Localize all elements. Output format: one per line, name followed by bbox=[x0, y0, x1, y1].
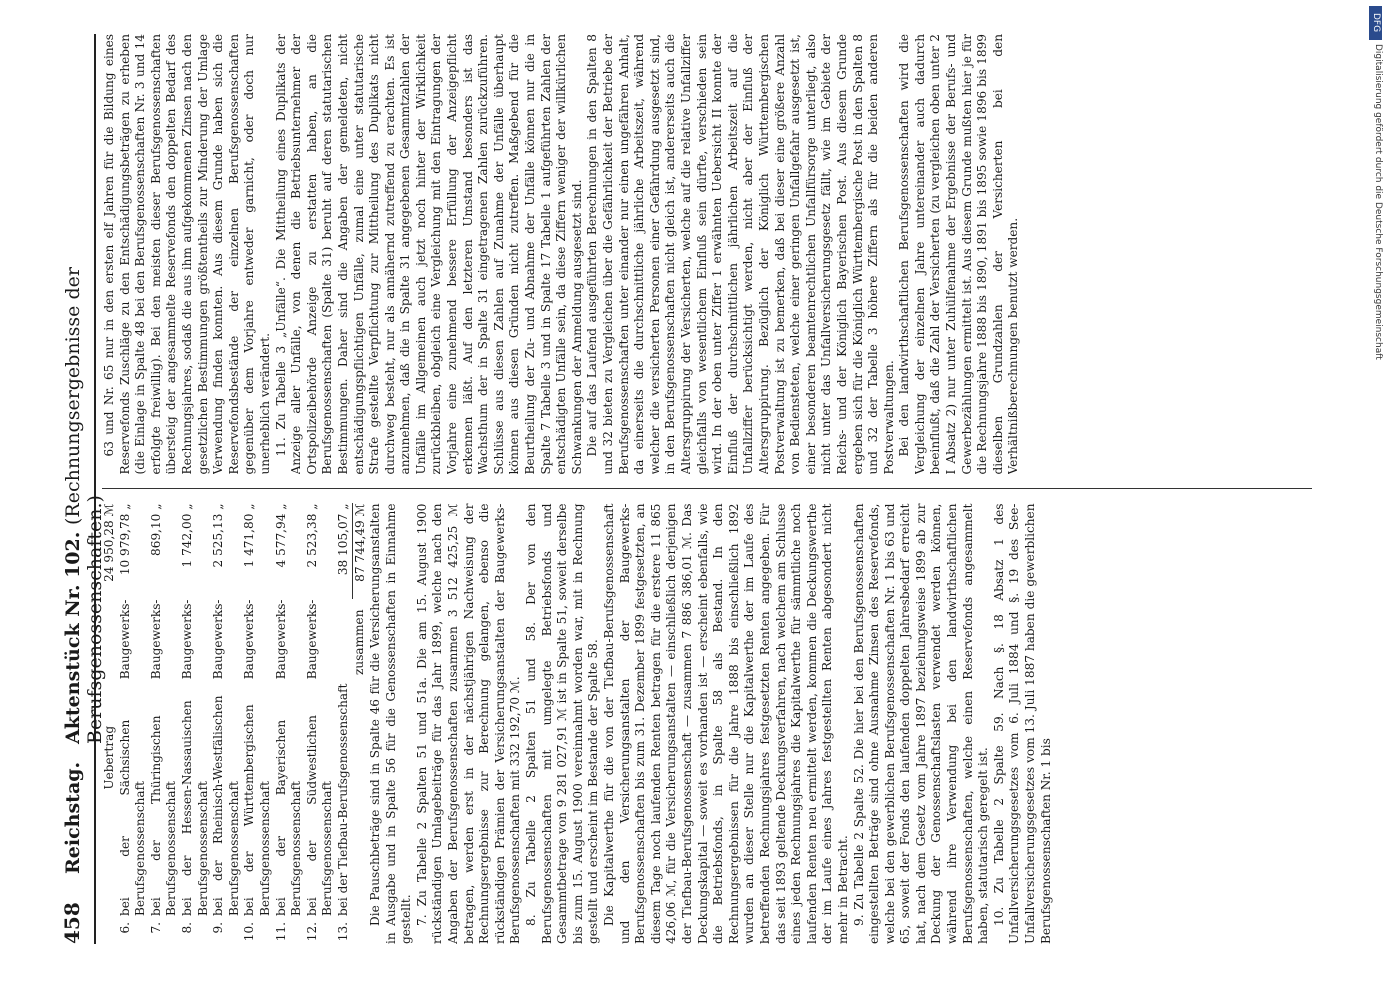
paragraph: Die Pauschbeträge sind in Spalte 46 für die Versicherungsanstalten in Ausgabe und in Spalte 56 für die Genossenschaften in Einnahme gestellt. bbox=[368, 503, 414, 944]
item-number: 11. bbox=[273, 922, 288, 942]
item-number: 7. bbox=[148, 922, 163, 934]
uebertrag-line bbox=[102, 504, 118, 945]
item-value: 10 979,78 „ bbox=[117, 503, 132, 576]
item-value: 1 471,80 „ bbox=[242, 503, 257, 568]
paragraph: 10. Zu Tabelle 2 Spalte 59. Nach §. 18 Absatz 1 des Unfallversicherungsgesetzes vom 6. Juli 1884 und §. 19 des See-Unfallversicherungsgesetzes vom 13. Juli 1887 haben die gewerblichen Berufsgenossenschaften Nr. 1 bis bbox=[991, 503, 1053, 944]
paragraph: Bei den landwirthschaftlichen Berufsgenossenschaften wird die Vergleichung der einzelnen Jahre untereinander auch dadurch beeinflußt, daß die Zahl der Versicherten (zu vergleichen oben unter 2 I Absatz 2) nur unter Zuhülfenahme der Ergebnisse der Berufs- und Gewerbezählungen ermittelt ist. Aus diesem Grunde mußten hier je für die Rechnungsjahre 1888 bis 1890, 1891 bis 1895 sowie 1896 bis 1899 dieselben Grundzahlen der Versicherten bei den Verhältnißberechnungen benutzt werden. bbox=[897, 34, 1021, 475]
item-value: 2 525,13 „ bbox=[211, 503, 226, 568]
page-header bbox=[60, 34, 106, 944]
item-number: 12. bbox=[304, 922, 319, 942]
amount-row bbox=[149, 504, 180, 945]
paragraph: 9. Zu Tabelle 2 Spalte 52. Die hier bei den Berufsgenossenschaften eingestellten Beträge sind ohne Ausnahme Zinsen des Reservefonds, welche bei den gewerblichen Berufsgenossenschaften Nr. 1 bis 63 und 65, soweit der Fonds den laufenden doppelten Jahresbedarf erreicht hat, nach dem Gesetz vom Jahre 1897 beziehungsweise 1899 ab zur Deckung der Genossenschaftslasten verwendet werden können, während ihre Verwendung bei den landwirthschaftlichen Berufsgenossenschaften, welche einen Reservefonds angesammelt haben, statutarisch geregelt ist. bbox=[851, 503, 991, 944]
paragraph: Die auf das Laufend ausgeführten Berechnungen in den Spalten 8 und 32 bieten zu Vergleichen über die Gefährlichkeit der Betriebe der Berufsgenossenschaften unter einander nur einen ungefähren Anhalt, da einerseits die durchschnittliche jährliche Arbeitszeit, während welcher die versicherten Personen einer Gefährdung ausgesetzt sind, in den Berufsgenossenschaften nicht gleich ist, andererseits auch die Altersgruppirung der Versicherten, welche auf die relative Unfallziffer gleichfalls von wesentlichem Einfluß sein dürfte, verschieden sein wird. In der oben unter Ziffer 1 erwähnten Uebersicht II konnte der Einfluß der durchschnittlichen jährlichen Arbeitszeit auf die Unfallziffer berücksichtigt werden, nicht aber der Einfluß der Altersgruppirung. Bezüglich der Königlich Württembergischen Postverwaltung ist zu bemerken, daß bei dieser eine größere Anzahl von Bediensteten, welche einer geringen Unfallgefahr ausgesetzt ist, einer besonderen beamtenrechtlichen Unfallfürsorge unterliegt, also nicht unter das Unfallversicherungsgesetz fällt, wie im Gebiete der Reichs- und der Königlich Bayerischen Post. Aus diesem Grunde ergeben sich für die Königlich Württembergische Post in den Spalten 8 und 32 der Tabelle 3 höhere Ziffern als für die beiden anderen Postverwaltungen. bbox=[585, 34, 896, 475]
item-value: 4 577,94 „ bbox=[273, 503, 288, 568]
amount-row bbox=[336, 504, 352, 945]
dfg-credit-text: Digitalisierung gefördert durch die Deutsche Forschungsgemeinschaft bbox=[1373, 44, 1383, 360]
dfg-logo: DFG bbox=[1369, 6, 1382, 40]
left-column bbox=[102, 504, 1312, 945]
item-text: bei der Sächsischen Baugewerks-Berufsgenossenschaft bbox=[117, 599, 148, 916]
item-text: bei der Hessen-Nassauischen Baugewerks-Berufsgenossenschaft bbox=[179, 599, 210, 916]
item-value: 1 742,00 „ bbox=[179, 503, 194, 568]
right-column bbox=[102, 34, 1312, 475]
item-text: bei der Tiefbau-Berufsgenossenschaft bbox=[335, 683, 350, 916]
page-title bbox=[62, 34, 106, 744]
paragraph: 11. Zu Tabelle 3 „Unfälle“. Die Mittheilung eines Duplikats der Anzeige aller Unfälle, von denen die Betriebsunternehmer der Ortspolizeibehörde Anzeige zu erstatten haben, an die Berufsgenossenschaften (Spalte 31) beruht auf deren statutarischen Bestimmungen. Daher sind die Angaben der gemeldeten, nicht entschädigungspflichtigen Unfälle, zumal eine unter statutarische Strafe gestellte Verpflichtung zur Mittheilung des Duplikats nicht durchweg besteht, nur als annähernd zutreffend zu erachten. Es ist anzunehmen, daß die in Spalte 31 angegebenen Gesammtzahlen der Unfälle im Allgemeinen auch jetzt noch hinter der Wirklichkeit zurückbleiben, obgleich eine Vergleichung mit den Eintragungen der Vorjahre eine zunehmend bessere Erfüllung der Anzeigepflicht erkennen läßt. Auf den letzteren Umstand besonders ist das Wachsthum der in Spalte 31 eingetragenen Zahlen zurückzuführen. Schlüsse aus diesen Zahlen auf Zunahme der Unfälle überhaupt können aus diesen Gründen nicht zutreffen. Maßgebend für die Beurtheilung der Zu- und Abnahme der Unfälle können nur die in Spalte 7 Tabelle 3 und in Spalte 17 Tabelle 1 aufgeführten Zahlen der entschädigten Unfälle sein, da diese Ziffern weniger der willkürlichen Schwankungen der Anmeldung ausgesetzt sind. bbox=[273, 34, 584, 475]
item-text: bei der Südwestlichen Baugewerks-Berufsgenossenschaft bbox=[304, 599, 335, 916]
header-title: Aktenstück Nr. 102. bbox=[62, 531, 84, 744]
header-subtitle: (Rechnungsergebnisse der Berufsgenossenschaften.) bbox=[62, 267, 106, 744]
amount-row bbox=[211, 504, 242, 945]
item-value: 38 105,07 „ bbox=[335, 503, 350, 576]
paragraph: Die Kapitalwerthe für die von der Tiefbau-Berufsgenossenschaft und den Versicherungsanstalten der Baugewerks-Berufsgenossenschaften bis zum 31. Dezember 1899 festgesetzten, an diesem Tage noch laufenden Renten betragen für die erstere 11 865 426,06 ℳ, für die Versicherungsanstalten — einschließlich derjenigen der Tiefbau-Berufsgenossenschaft — zusammen 7 886 386,01 ℳ. Das Deckungskapital — soweit es vorhanden ist — erscheint ebenfalls, wie die Betriebsfonds, in Spalte 58 als Bestand. In den Rechnungsergebnissen für die Jahre 1888 bis einschließlich 1892 wurden an dieser Stelle nur die Kapitalwerthe der im Laufe des betreffenden Rechnungsjahres festgesetzten Renten angegeben. Für das seit 1893 geltende Deckungsverfahren, nach welchem am Schlusse eines jeden Rechnungsjahres die Kapitalwerthe für sämmtliche noch laufenden Renten neu ermittelt werden, kommen die Deckungswerthe der im Laufe eines Jahres festgestellten Renten abgesondert nicht mehr in Betracht. bbox=[602, 503, 850, 944]
item-number: 6. bbox=[117, 922, 132, 934]
header-left: Reichstag. bbox=[62, 761, 84, 874]
paragraph: 63 und Nr. 65 nur in den ersten elf Jahren für die Bildung eines Reservefonds Zuschläge zu den Entschädigungsbeträgen zu erheben (die Einlage in Spalte 48 bei den Berufsgenossenschaften Nr. 3 und 14 erfolgte freiwillig). Bei den meisten dieser Berufsgenossenschaften übersteig der angesammelte Reservefonds den doppelten Bedarf des Rechnungsjahres, sodaß die aus ihm aufgekommenen Zinsen nach den gesetzlichen Bestimmungen größtentheils zur Minderung der Umlage Verwendung finden konnten. Aus diesem Grunde haben sich die Reservefondsbestände der einzelnen Berufsgenossenschaften gegenüber dem Vorjahre entweder garnicht, oder doch nur unerheblich verändert. bbox=[102, 34, 272, 475]
uebertrag-label: Uebertrag bbox=[102, 725, 116, 790]
item-number: 10. bbox=[242, 922, 257, 942]
item-number: 13. bbox=[335, 922, 350, 942]
amount-row bbox=[118, 504, 149, 945]
item-text: bei der Thüringischen Baugewerks-Berufsgenossenschaft bbox=[148, 599, 179, 916]
paragraph: 8. Zu Tabelle 2 Spalten 51 und 58. Der von den Berufsgenossenschaften mit umgelegte Betriebsfonds und Gesammtbetrage von 9 281 027,91 ℳ ist in Spalte 51, soweit derselbe bis zum 15. August 1900 vereinnahmt worden war, mit in Rechnung gestellt und erscheint im Bestande der Spalte 58. bbox=[524, 503, 601, 944]
sum-value: 87 744,49 ℳ bbox=[352, 504, 369, 600]
digitization-watermark bbox=[1367, 0, 1383, 1000]
item-text: bei der Württembergischen Baugewerks-Berufsgenossenschaft bbox=[242, 599, 272, 916]
item-value: 869,10 „ bbox=[148, 503, 163, 556]
sum-line bbox=[352, 504, 369, 945]
left-column-text bbox=[368, 504, 1054, 945]
paragraph: 7. Zu Tabelle 2 Spalten 51 und 51a. Die am 15. August 1900 rückständigen Umlagebeiträge für das Jahr 1899, welche nach den Angaben der Berufsgenossenschaften zusammen 3 512 425,25 ℳ betragen, werden erst in der nächstjährigen Nachweisung der Rechnungsergebnisse zur Berechnung gelangen, ebenso die rückständigen Prämien der Versicherungsanstalten der Baugewerks-Berufsgenossenschaften mit 332 192,70 ℳ. bbox=[414, 503, 523, 944]
amount-list bbox=[118, 504, 352, 945]
amount-row bbox=[305, 504, 336, 945]
item-text: bei der Bayerischen Baugewerks-Berufsgenossenschaft bbox=[273, 599, 304, 916]
item-text: bei der Rheinisch-Westfälischen Baugewerks-Berufsgenossenschaft bbox=[211, 599, 241, 916]
page-number: 458 bbox=[60, 902, 84, 944]
amount-row bbox=[180, 504, 211, 945]
uebertrag-value: 24 950,28 ℳ bbox=[102, 503, 116, 582]
amount-row bbox=[242, 504, 273, 945]
amount-row bbox=[274, 504, 305, 945]
sum-label: zusammen bbox=[351, 609, 366, 675]
column-divider bbox=[102, 489, 1312, 490]
right-column-text bbox=[102, 34, 1022, 475]
item-number: 9. bbox=[211, 922, 226, 934]
item-number: 8. bbox=[179, 922, 194, 934]
item-value: 2 523,38 „ bbox=[304, 503, 319, 568]
